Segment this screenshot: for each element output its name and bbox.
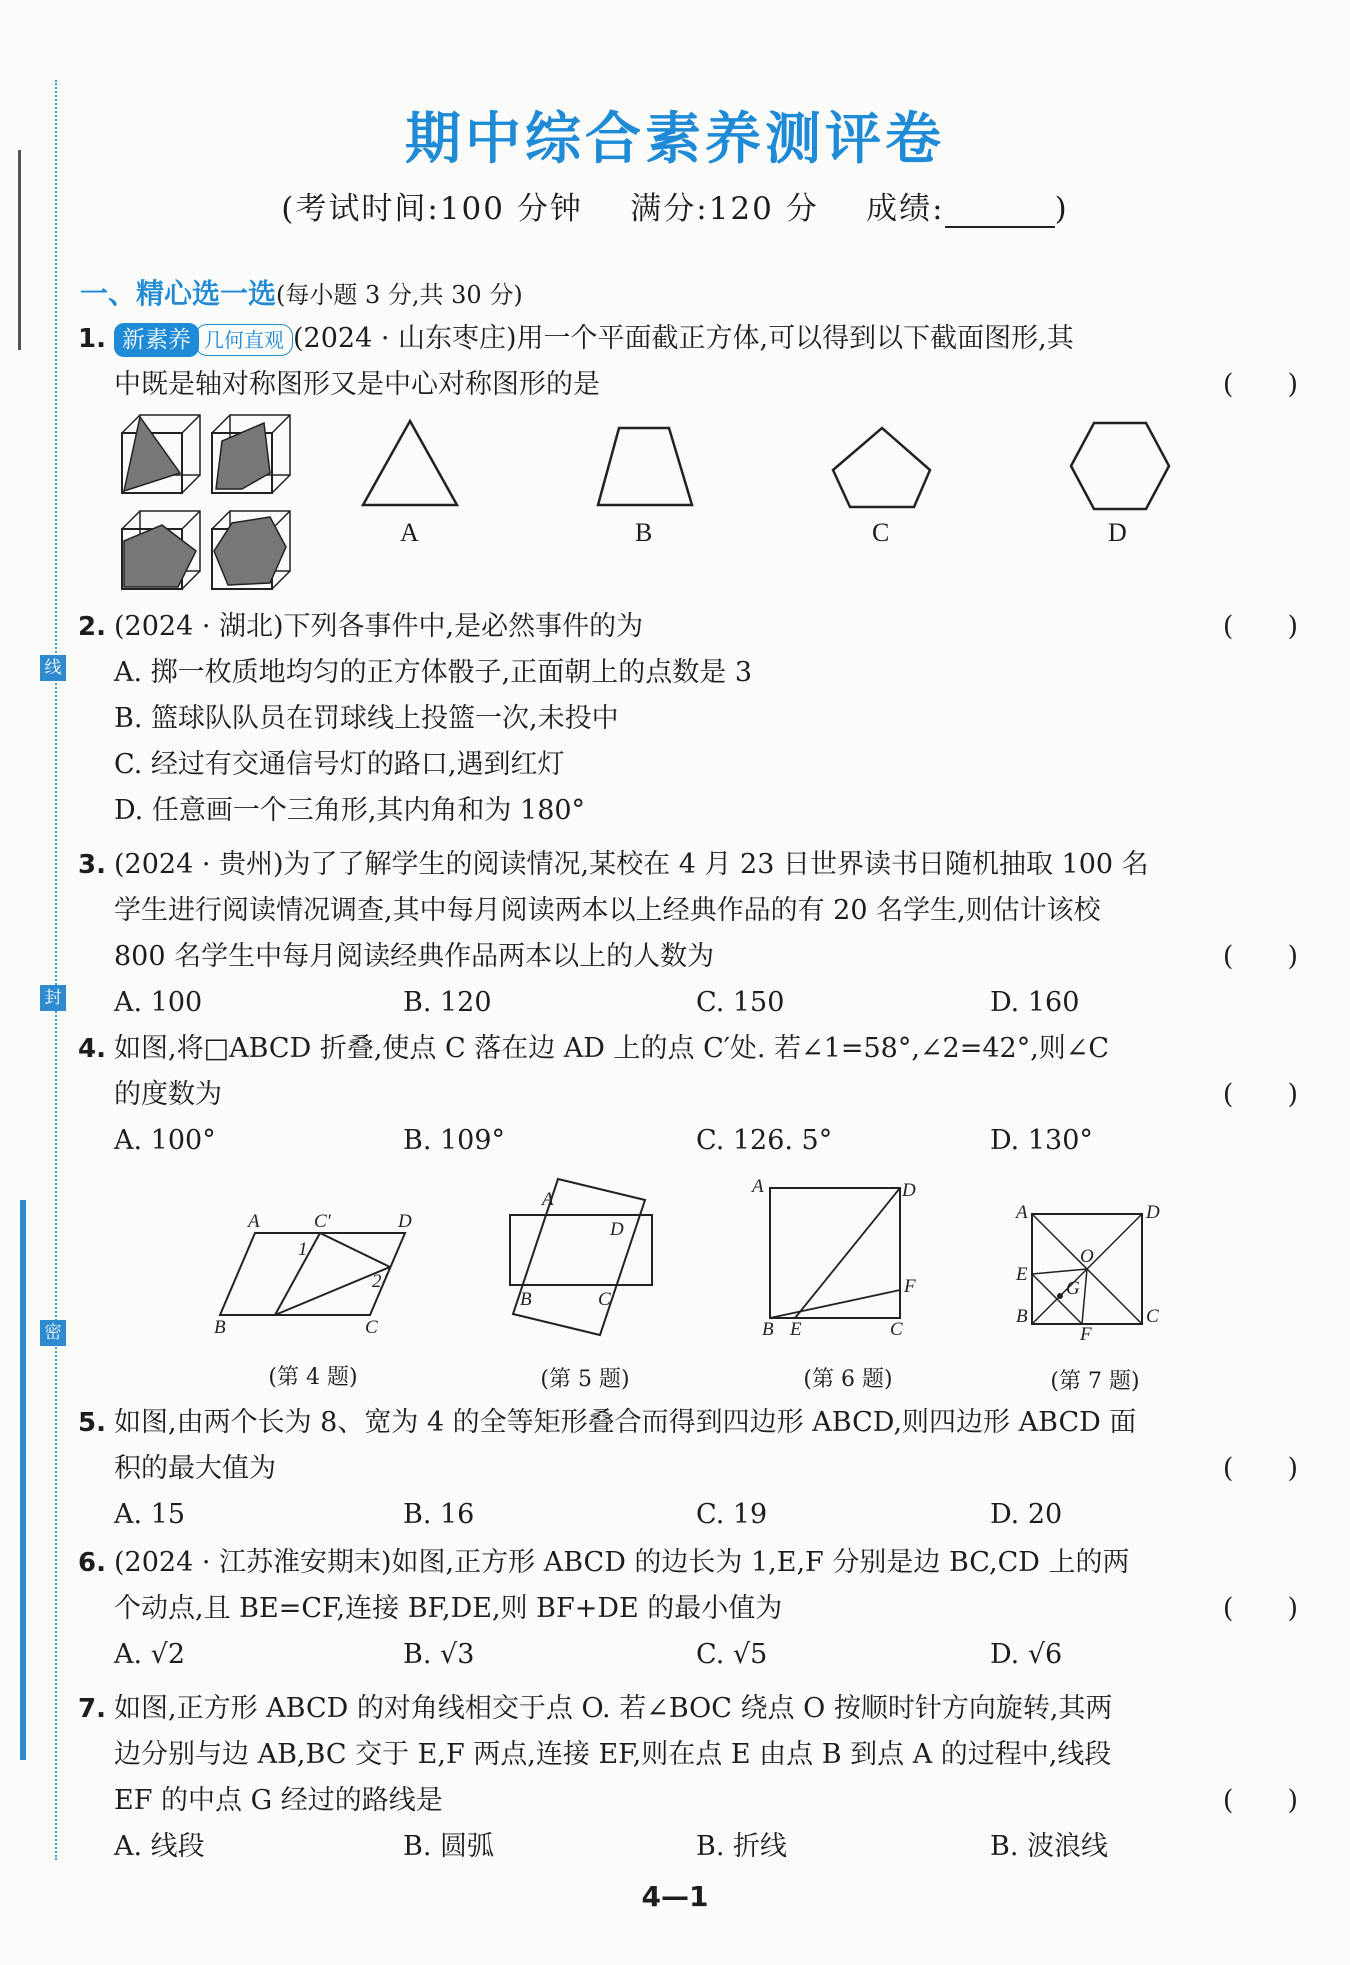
question-7 <box>78 1686 1308 1870</box>
fig4-label: 1 <box>298 1239 308 1260</box>
badge-new-literacy: 新素养 <box>114 323 199 357</box>
option-label: C <box>872 518 890 547</box>
question-text: 如图,由两个长为 8、宽为 4 的全等矩形叠合而得到四边形 ABCD,则四边形 ABCD 面 <box>114 1407 1137 1438</box>
option-a[interactable]: A. 掷一枚质地均匀的正方体骰子,正面朝上的点数是 3 <box>114 657 753 688</box>
question-number: 7. <box>78 1694 106 1724</box>
question-text: (2024 · 湖北)下列各事件中,是必然事件的为 <box>114 611 644 642</box>
exam-info-close: ) <box>1054 191 1069 227</box>
page-title: 期中综合素养测评卷 <box>405 107 945 172</box>
answer-paren[interactable]: ( ) <box>1222 941 1298 972</box>
page-number: 4—1 <box>641 1880 709 1913</box>
fig5-label: C <box>598 1289 611 1310</box>
margin-tick <box>18 150 21 350</box>
figure-q5 <box>500 1175 660 1340</box>
option-a-triangle <box>360 418 460 508</box>
question-1 <box>78 316 1308 408</box>
fig5-label: B <box>520 1289 532 1310</box>
score-blank[interactable] <box>945 202 1055 228</box>
question-3 <box>78 842 1308 1026</box>
fig7-label: O <box>1080 1246 1094 1267</box>
section-note: (每小题 3 分,共 30 分) <box>276 281 523 309</box>
option-c[interactable]: C. 150 <box>696 987 785 1018</box>
margin-label-feng: 封 <box>40 985 66 1011</box>
fig7-label: F <box>1080 1324 1092 1345</box>
option-b[interactable]: B. 16 <box>403 1499 475 1530</box>
answer-paren[interactable]: ( ) <box>1222 611 1298 642</box>
option-d[interactable]: D. 130° <box>990 1125 1093 1156</box>
question-number: 2. <box>78 612 106 642</box>
option-a[interactable]: A. 线段 <box>114 1831 205 1862</box>
option-d[interactable]: D. 160 <box>990 987 1080 1018</box>
margin-label-xian: 线 <box>40 655 66 681</box>
option-b[interactable]: B. 篮球队队员在罚球线上投篮一次,未投中 <box>114 703 619 734</box>
option-label: D <box>1108 518 1127 547</box>
badge-geometry-intuition: 几何直观 <box>195 324 293 356</box>
exam-full-score: 满分:120 分 <box>630 191 819 227</box>
option-b-trapezoid <box>595 425 695 507</box>
question-text: 学生进行阅读情况调查,其中每月阅读两本以上经典作品的有 20 名学生,则估计该校 <box>114 895 1101 926</box>
fig5-label: D <box>610 1219 624 1240</box>
option-d[interactable]: B. 波浪线 <box>990 1831 1109 1862</box>
fig6-label: F <box>904 1276 916 1297</box>
option-d-hexagon <box>1068 420 1172 512</box>
option-d[interactable]: D. 20 <box>990 1499 1063 1530</box>
question-text: (2024 · 贵州)为了了解学生的阅读情况,某校在 4 月 23 日世界读书日随机抽取 100 名 <box>114 849 1149 880</box>
cube-section-figures <box>122 415 292 595</box>
option-row <box>78 1118 1308 1164</box>
fig6-label: C <box>890 1319 903 1340</box>
option-a[interactable]: A. 100° <box>114 1125 216 1156</box>
question-number: 4. <box>78 1034 106 1064</box>
question-2 <box>78 604 1308 834</box>
question-number: 3. <box>78 850 106 880</box>
fig4-label: C <box>365 1317 378 1338</box>
margin-label-mi: 密 <box>40 1320 66 1346</box>
option-c[interactable]: B. 折线 <box>696 1831 788 1862</box>
question-text: 的度数为 <box>114 1079 222 1110</box>
answer-paren[interactable]: ( ) <box>1222 1593 1298 1624</box>
fig7-label: A <box>1016 1202 1028 1223</box>
question-number: 1. <box>78 324 106 354</box>
option-label: A <box>400 518 419 547</box>
answer-paren[interactable]: ( ) <box>1222 369 1298 400</box>
cube-4 <box>212 511 290 589</box>
question-text: 如图,将□ABCD 折叠,使点 C 落在边 AD 上的点 C′处. 若∠1=58°,∠2=42°,则∠C <box>114 1033 1110 1064</box>
option-b[interactable]: B. 120 <box>403 987 492 1018</box>
fig4-label: C′ <box>314 1211 331 1232</box>
fig7-label: D <box>1146 1202 1160 1223</box>
figure-caption: (第 5 题) <box>540 1367 630 1392</box>
fig6-label: D <box>902 1180 916 1201</box>
option-c[interactable]: C. 126. 5° <box>696 1125 833 1156</box>
figure-caption: (第 4 题) <box>268 1365 358 1390</box>
fig6-label: E <box>790 1319 802 1340</box>
option-c[interactable]: C. 经过有交通信号灯的路口,遇到红灯 <box>114 749 565 780</box>
question-text: EF 的中点 G 经过的路线是 <box>114 1785 443 1816</box>
question-text: (2024 · 山东枣庄)用一个平面截正方体,可以得到以下截面图形,其 <box>293 323 1074 354</box>
option-b[interactable]: B. 109° <box>403 1125 506 1156</box>
question-text: 800 名学生中每月阅读经典作品两本以上的人数为 <box>114 941 715 972</box>
fig6-label: B <box>762 1319 774 1340</box>
cube-2 <box>212 415 290 493</box>
option-d[interactable]: D. 任意画一个三角形,其内角和为 180° <box>114 795 586 826</box>
question-5 <box>78 1400 1308 1538</box>
option-d[interactable]: D. √6 <box>990 1639 1063 1670</box>
answer-paren[interactable]: ( ) <box>1222 1785 1298 1816</box>
fig4-label: B <box>214 1317 226 1338</box>
figure-q6 <box>750 1178 925 1338</box>
section-title: 一、精心选一选 <box>80 277 277 310</box>
figure-caption: (第 7 题) <box>1050 1369 1140 1394</box>
section-header <box>80 272 523 312</box>
question-number: 5. <box>78 1408 106 1438</box>
option-c[interactable]: C. √5 <box>696 1639 768 1670</box>
figure-caption: (第 6 题) <box>803 1367 893 1392</box>
option-a[interactable]: A. 15 <box>114 1499 186 1530</box>
option-row <box>78 1632 1308 1678</box>
option-b[interactable]: B. 圆弧 <box>403 1831 495 1862</box>
option-row <box>78 980 1308 1026</box>
option-a[interactable]: A. √2 <box>114 1639 186 1670</box>
fig5-label: A <box>542 1189 554 1210</box>
figure-q4 <box>210 1205 420 1340</box>
option-row <box>78 1492 1308 1538</box>
fig4-label: 2 <box>372 1271 382 1292</box>
binding-dotted-line <box>55 80 57 1860</box>
fig7-label: B <box>1016 1306 1028 1327</box>
cube-1 <box>122 415 200 493</box>
question-text: 边分别与边 AB,BC 交于 E,F 两点,连接 EF,则在点 E 由点 B 到点 A 的过程中,线段 <box>114 1739 1112 1770</box>
question-text: 如图,正方形 ABCD 的对角线相交于点 O. 若∠BOC 绕点 O 按顺时针方向旋转,其两 <box>114 1693 1113 1724</box>
question-text: 积的最大值为 <box>114 1453 276 1484</box>
option-row <box>78 1824 1308 1870</box>
fig4-label: A <box>248 1211 260 1232</box>
fig6-label: A <box>752 1176 764 1197</box>
answer-paren[interactable]: ( ) <box>1222 1453 1298 1484</box>
option-c[interactable]: C. 19 <box>696 1499 768 1530</box>
margin-bar <box>20 1200 26 1760</box>
question-text: 中既是轴对称图形又是中心对称图形的是 <box>114 369 600 400</box>
figure-q7 <box>1012 1200 1172 1345</box>
option-c-pentagon <box>830 425 934 510</box>
fig7-label: C <box>1146 1306 1159 1327</box>
exam-time: (考试时间:100 分钟 <box>281 191 583 227</box>
option-a[interactable]: A. 100 <box>114 987 203 1018</box>
question-6 <box>78 1540 1308 1678</box>
question-text: (2024 · 江苏淮安期末)如图,正方形 ABCD 的边长为 1,E,F 分别是边 BC,CD 上的两 <box>114 1547 1130 1578</box>
exam-info <box>0 183 1350 228</box>
question-4 <box>78 1026 1308 1164</box>
fig7-label: E <box>1016 1264 1028 1285</box>
answer-paren[interactable]: ( ) <box>1222 1079 1298 1110</box>
question-number: 6. <box>78 1548 106 1578</box>
score-label: 成绩: <box>866 191 945 227</box>
fig4-label: D <box>398 1211 412 1232</box>
fig7-label: G <box>1066 1278 1080 1299</box>
option-label: B <box>635 518 653 547</box>
question-text: 个动点,且 BE=CF,连接 BF,DE,则 BF+DE 的最小值为 <box>114 1593 783 1624</box>
option-b[interactable]: B. √3 <box>403 1639 475 1670</box>
cube-3 <box>122 511 200 589</box>
